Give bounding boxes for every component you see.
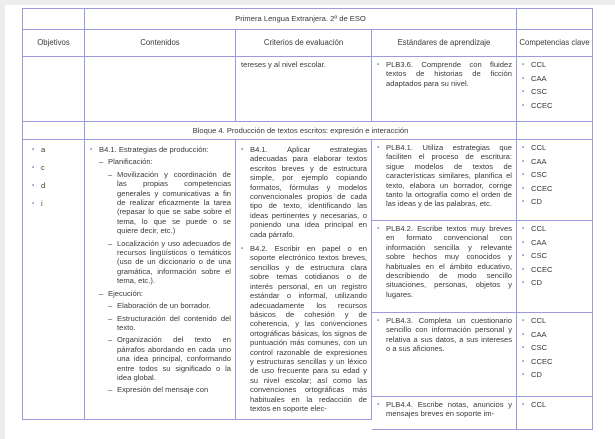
contenido-text: Expresión del mensaje con bbox=[117, 385, 209, 395]
contenido-item bbox=[108, 170, 231, 236]
bullet-dash-icon bbox=[108, 385, 117, 394]
bullet-dash-icon bbox=[99, 289, 108, 298]
competencia-code: CCEC bbox=[531, 264, 553, 274]
bullet-square-icon bbox=[522, 157, 531, 166]
bullet-square-icon bbox=[522, 278, 531, 287]
competencia-item bbox=[522, 251, 588, 260]
contenido-text: B4.1. Estrategias de producción: bbox=[99, 145, 209, 154]
bullet-dash-icon bbox=[108, 314, 117, 323]
bullet-square-icon bbox=[377, 400, 386, 409]
contenido-item bbox=[99, 289, 231, 298]
competencia-item bbox=[522, 265, 588, 274]
objetivo-letter: c bbox=[41, 162, 45, 172]
objetivo-item bbox=[32, 145, 80, 154]
main-row bbox=[22, 140, 594, 430]
estandar-cell bbox=[372, 221, 517, 313]
competencia-item bbox=[522, 197, 588, 206]
bullet-square-icon bbox=[522, 400, 531, 409]
estandar-item bbox=[377, 143, 512, 209]
competencia-code: CCEC bbox=[531, 183, 553, 193]
contenido-text: Planificación: bbox=[108, 157, 153, 167]
page-title: Primera Lengua Extranjera. 2º de ESO bbox=[85, 8, 517, 30]
competencias-cell bbox=[517, 397, 593, 430]
competencia-code: CCEC bbox=[531, 100, 553, 110]
estandar-text: PLB3.6. Comprende con fluidez textos de historias de ficción adaptados para su nivel. bbox=[386, 60, 512, 88]
contenido-text: Elaboración de un borrador. bbox=[117, 301, 211, 311]
continuation-contenidos-cell bbox=[85, 57, 236, 122]
bullet-square-icon bbox=[522, 330, 531, 339]
competencia-code: CCEC bbox=[531, 356, 553, 366]
competencia-code: CD bbox=[531, 278, 542, 288]
competencia-code: CAA bbox=[531, 156, 547, 166]
estandar-item bbox=[377, 400, 512, 419]
estandar-cell bbox=[372, 397, 517, 430]
bullet-square-icon bbox=[522, 60, 531, 69]
competencia-item bbox=[522, 238, 588, 247]
bullet-square-icon bbox=[90, 145, 99, 154]
objetivo-letter: i bbox=[41, 198, 43, 208]
competencias-cell bbox=[517, 221, 593, 313]
column-header-competencias: Competencias clave bbox=[517, 30, 593, 57]
criterio-item bbox=[241, 244, 367, 413]
competencia-item bbox=[522, 60, 588, 69]
competencia-item bbox=[522, 87, 588, 96]
bullet-square-icon bbox=[241, 244, 250, 253]
bullet-dash-icon bbox=[108, 239, 117, 248]
title-row bbox=[22, 8, 594, 30]
bullet-dash-icon bbox=[108, 301, 117, 310]
competencia-item bbox=[522, 316, 588, 325]
header-row bbox=[22, 30, 594, 57]
competencia-item bbox=[522, 224, 588, 233]
competencia-code: CSC bbox=[531, 251, 548, 261]
column-header-objetivos: Objetivos bbox=[22, 30, 85, 57]
competencia-item bbox=[522, 330, 588, 339]
competencia-item bbox=[522, 170, 588, 179]
bullet-square-icon bbox=[522, 265, 531, 274]
estandar-text: PLB4.3. Completa un cuestionario sencillo con información personal y relativa a sus datos, a sus intereses o a sus aficiones. bbox=[386, 316, 512, 354]
bullet-square-icon bbox=[522, 316, 531, 325]
bloque-row-title: Bloque 4. Producción de textos escritos: expresión e interacción bbox=[85, 122, 517, 140]
competencia-item bbox=[522, 400, 588, 409]
competencia-code: CD bbox=[531, 370, 542, 380]
competencia-item bbox=[522, 278, 588, 287]
objetivo-item bbox=[32, 163, 80, 172]
estandar-item bbox=[377, 316, 512, 354]
estandar-cell bbox=[372, 140, 517, 221]
contenido-item bbox=[108, 301, 231, 310]
competencia-item bbox=[522, 74, 588, 83]
estandar-text: PLB4.4. Escribe notas, anuncios y mensajes breves en soporte im- bbox=[386, 400, 512, 419]
competencia-code: CAA bbox=[531, 73, 547, 83]
competencias-cell bbox=[517, 140, 593, 221]
continuation-estandar-cell bbox=[372, 57, 517, 122]
bullet-square-icon bbox=[522, 357, 531, 366]
bullet-square-icon bbox=[522, 343, 531, 352]
contenido-item bbox=[108, 314, 231, 333]
criterios-cell bbox=[236, 140, 372, 420]
competencia-code: CSC bbox=[531, 87, 548, 97]
objetivos-cell bbox=[22, 140, 85, 420]
estandar-subrow bbox=[372, 313, 593, 397]
competencia-item bbox=[522, 143, 588, 152]
bullet-square-icon bbox=[522, 184, 531, 193]
contenido-item bbox=[99, 157, 231, 166]
competencia-code: CCL bbox=[531, 224, 547, 233]
bullet-square-icon bbox=[522, 101, 531, 110]
continuation-objetivos-cell bbox=[22, 57, 85, 122]
bullet-square-icon bbox=[522, 197, 531, 206]
competencias-cell bbox=[517, 313, 593, 397]
page-edge-left bbox=[0, 0, 5, 439]
objetivo-letter: a bbox=[41, 145, 46, 154]
contenido-item bbox=[90, 145, 231, 154]
estandar-item bbox=[377, 224, 512, 299]
continuation-criterios-cell bbox=[236, 57, 372, 122]
competencia-item bbox=[522, 370, 588, 379]
contenido-text: Movilización y coordinación de las propias competencias generales y comunicativas a fin de realizar eficazmente la tarea (repasar lo que se sabe sobre el tema, lo que se puede o se quiere decir, etc.) bbox=[117, 169, 231, 236]
contenido-text: Organización del texto en párrafos abordando en cada uno una idea principal, conformando entre todos su significado o la idea global. bbox=[117, 335, 231, 382]
bloque-row bbox=[22, 122, 594, 140]
estandar-cell bbox=[372, 313, 517, 397]
contenido-text: Localización y uso adecuados de recursos lingüísticos o temáticos (uso de un diccionario o de una gramática, información sobre el tema, etc.). bbox=[117, 238, 231, 286]
continuation-competencias-cell bbox=[517, 57, 593, 122]
bullet-square-icon bbox=[32, 199, 41, 208]
competencia-code: CCL bbox=[531, 400, 547, 409]
continuation-row bbox=[22, 57, 594, 122]
contenido-item bbox=[108, 239, 231, 286]
competencia-item bbox=[522, 343, 588, 352]
bullet-square-icon bbox=[522, 224, 531, 233]
bullet-square-icon bbox=[377, 224, 386, 233]
bullet-dash-icon bbox=[108, 335, 117, 344]
bullet-square-icon bbox=[522, 87, 531, 96]
bullet-square-icon bbox=[241, 145, 250, 154]
bullet-dash-icon bbox=[108, 170, 117, 179]
title-row-empty-left bbox=[22, 8, 85, 30]
bullet-square-icon bbox=[32, 163, 41, 172]
competencia-item bbox=[522, 357, 588, 366]
criterio-text: B4.2. Escribir en papel o en soporte electrónico textos breves, sencillos y de estructura clara sobre temas cotidianos o de interés personal, en un registro estándar o informal, utilizando adecuadamente los recursos básicos de cohesión y de coherencia, y las convenciones ortográficas básicas, los signos de puntuación más comunes, con un control razonable de expresiones y estructuras sencillas y un léxico de uso frecuente para su edad y su nivel escolar; así como las convenciones ortográficas más habituales en la redacción de textos en soporte elec- bbox=[250, 244, 367, 413]
competencia-code: CSC bbox=[531, 170, 548, 180]
estandar-text: PLB4.2. Escribe textos muy breves en formato convencional con información sencilla y relevante sobre hechos muy conocidos y habituales en el ámbito educativo, describiendo de modo sencillo situaciones, personas, objetos y lugares. bbox=[386, 224, 512, 299]
contenido-item bbox=[108, 385, 231, 394]
bloque-row-empty-right bbox=[517, 122, 593, 140]
estandares-competencias-group bbox=[372, 140, 593, 430]
competencia-item bbox=[522, 184, 588, 193]
column-header-contenidos: Contenidos bbox=[85, 30, 236, 57]
competencia-code: CD bbox=[531, 197, 542, 207]
bloque-row-empty-left bbox=[22, 122, 85, 140]
objetivo-item bbox=[32, 181, 80, 190]
objetivo-letter: d bbox=[41, 180, 46, 190]
column-header-criterios: Criterios de evaluación bbox=[236, 30, 372, 57]
competencia-item bbox=[522, 101, 588, 110]
criterio-item bbox=[241, 145, 367, 239]
contenido-text: Ejecución: bbox=[108, 288, 144, 298]
estandar-item bbox=[377, 60, 512, 88]
competencia-code: CCL bbox=[531, 143, 547, 152]
criterio-text: B4.1. Aplicar estrategias adecuadas para elaborar textos escritos breves y de estructura simple, por ejemplo copiando formatos, fórmulas y modelos convencionales propios de cada tipo de texto, identificando las ideas pertinentes y necesarias, o poniendo una idea principal en cada párrafo. bbox=[250, 145, 367, 239]
contenidos-cell bbox=[85, 140, 236, 420]
competencia-code: CAA bbox=[531, 237, 547, 247]
page-edge-top bbox=[0, 0, 615, 5]
competencia-code: CCL bbox=[531, 60, 547, 69]
bullet-square-icon bbox=[522, 370, 531, 379]
objetivo-item bbox=[32, 199, 80, 208]
competencia-item bbox=[522, 157, 588, 166]
bullet-dash-icon bbox=[99, 157, 108, 166]
bullet-square-icon bbox=[522, 143, 531, 152]
estandar-text: PLB4.1. Utiliza estrategias que faciliten el proceso de escritura: sigue modelos de textos de características similares, planifica el texto, elabora un borrador, corrige tanto la ortografía como el orden de las ideas y de las palabras, etc. bbox=[386, 143, 512, 209]
estandar-subrow bbox=[372, 140, 593, 221]
column-header-estandares: Estándares de aprendizaje bbox=[372, 30, 517, 57]
bullet-square-icon bbox=[522, 170, 531, 179]
bullet-square-icon bbox=[522, 74, 531, 83]
title-row-empty-right bbox=[517, 8, 593, 30]
curriculum-table bbox=[22, 8, 594, 430]
bullet-square-icon bbox=[377, 143, 386, 152]
bullet-square-icon bbox=[32, 181, 41, 190]
competencia-code: CSC bbox=[531, 343, 548, 353]
competencia-code: CCL bbox=[531, 316, 547, 325]
contenido-item bbox=[108, 335, 231, 382]
bullet-square-icon bbox=[32, 145, 41, 154]
bullet-square-icon bbox=[522, 238, 531, 247]
competencia-code: CAA bbox=[531, 329, 547, 339]
estandar-subrow bbox=[372, 221, 593, 313]
bullet-square-icon bbox=[377, 60, 386, 69]
contenido-text: Estructuración del contenido del texto. bbox=[117, 313, 231, 332]
estandar-subrow bbox=[372, 397, 593, 430]
bullet-square-icon bbox=[377, 316, 386, 325]
bullet-square-icon bbox=[522, 251, 531, 260]
continuation-criterios-text: tereses y al nivel escolar. bbox=[241, 60, 326, 69]
